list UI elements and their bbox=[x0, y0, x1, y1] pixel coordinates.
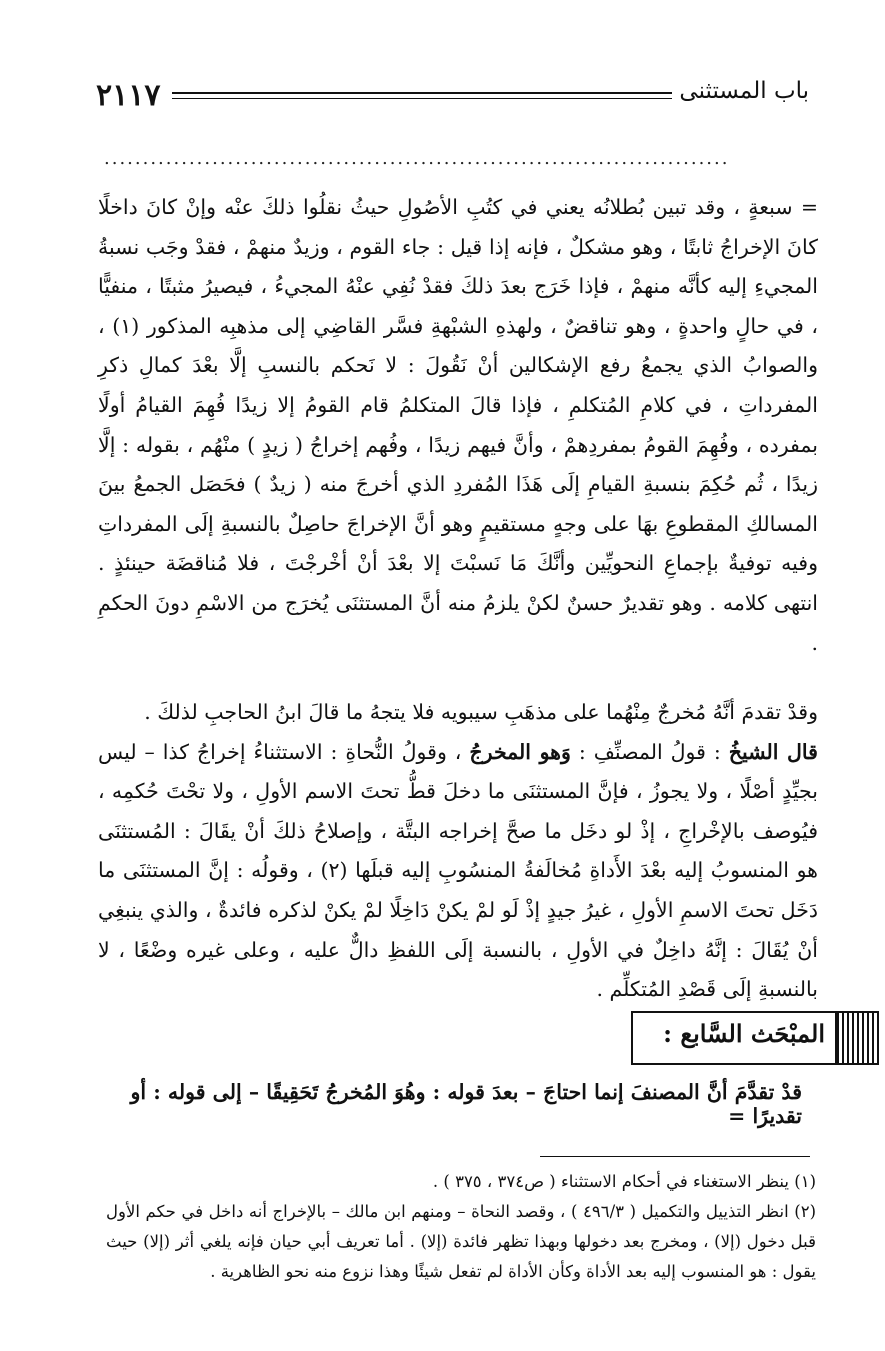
paragraph-2: وقدْ تقدمَ أنَّهُ مُخرجٌ مِنْهُما على مذهَبِ سيبويه فلا يتجهُ ما قالَ ابنُ الحاجبِ لذلكَ . bbox=[144, 700, 818, 724]
paragraph-3 bbox=[98, 733, 818, 1010]
paragraph-1: = سبعةٍ ، وقد تبين بُطلانُه يعني في كتُبِ الأصُولِ حيثُ نقلُوا ذلكَ عنْه وإنْ كانَ داخلًا كانَ الإخراجُ ثابتًا ، وهو مشكلٌ ، فإنه إذا قيل : جاء القوم ، وزيدٌ منهمْ ، فقدْ وجَب نسبةُ المجيءِ إليه كأنَّه منهمْ ، فإذا خَرَج بعدَ ذلكَ فقدْ نُفِي عنْهُ المجيءُ ، فيصيرُ مثبتًا ، منفيًّا ، في حالٍ واحدةٍ ، وهو تناقضٌ ، ولهذهِ الشبْهةِ فسَّر القاضِي إلى مذهبِه المذكور (١) ، والصوابُ الذي يجمعُ رفع الإشكالين أنْ نَقُولَ : لا نَحكم بالنسبِ إلَّا بعْدَ كمالِ ذكرِ المفرداتِ ، في كلامِ المُتكلمِ ، فإذا قالَ المتكلمُ قام القومُ إلا زيدًا فُهِمَ القيامُ أولًا بمفرده ، وفُهِمَ القومُ بمفردِهمْ ، وأنَّ فيهم زيدًا ، وفُهم إخراجُ ( زيدٍ ) منْهُم ، بقوله : إلَّا زيدًا ، ثُم حُكِمَ بنسبةِ القيامِ إلَى هَذَا المُفردِ الذي أخرجَ منه ( زيدٌ ) فحَصَل الجمعُ بينَ المسالكِ المقطوعِ بهَا على وجهٍ مستقيمٍ وهو أنَّ الإخراجَ حاصِلٌ بالنسبةِ إلَى المفرداتِ وفيه توفيةٌ بإجماعِ النحويِّين وأنَّكَ مَا نَسبْتَ إلا بعْدَ أنْ أخْرجْتَ ، فلا مُناقضَة حينئذٍ . انتهى كلامه . وهو تقديرٌ حسنٌ لكنْ يلزمُ منه أنَّ المستثنَى يُخرَج من الاسْمِ دونَ الحكمِ . bbox=[98, 195, 819, 655]
section-first-line: قدْ تقدَّمَ أنَّ المصنفَ إنما احتاجَ – بعدَ قوله : وهُوَ المُخرجُ تَحَقِيقًا – إلى قوله : أو تقديرًا = bbox=[130, 1080, 802, 1128]
section-heading-ornament bbox=[835, 1013, 877, 1063]
footnote-1: (١) ينظر الاستغناء في أحكام الاستثناء ( ص٣٧٤ ، ٣٧٥ ) . bbox=[432, 1172, 816, 1191]
page-number: ٢١١٧ bbox=[96, 78, 161, 113]
chapter-title: باب المستثنى bbox=[679, 78, 809, 104]
header-rule bbox=[172, 92, 672, 99]
dotted-separator: ................................................................................. bbox=[104, 148, 730, 169]
section-heading-title: المبْحَث السَّابع : bbox=[663, 1019, 825, 1048]
main-text-top bbox=[98, 188, 818, 663]
footnote-rule bbox=[540, 1156, 810, 1157]
page-header bbox=[96, 78, 809, 118]
main-text-middle bbox=[98, 693, 818, 1010]
section-heading-box bbox=[631, 1011, 879, 1065]
paragraph-3-part-b: ، وقولُ النُّحاةِ : الاستثناءُ إخراجُ كذا – ليس بجيِّدٍ أصْلًا ، ولا يجوزُ ، فإنَّ المستثنَى ما دخلَ قطُّ تحتَ الاسم الأولِ ، ولا تحْتَ حُكمِه ، فيُوصف بالإخْراجِ ، إذْ لو دخَل ما صحَّ إخراجه البتَّة ، وإصلاحُ ذلكَ أنْ يقَالَ : المُستثنَى هو المنسوبُ إليه بعْدَ الأَداةِ مُخالَفةُ المنسُوبِ إليه قبلَها (٢) ، وقولُه : إنَّ المستثنَى ما دَخَل تحتَ الاسمِ الأولِ ، غيرُ جيدٍ إذْ لَو لمْ يكنْ دَاخِلًا لمْ يكنْ لذكره فائدةٌ ، والذي ينبغِي أنْ يُقَالَ : إنَّهُ داخِلٌ في الأولِ ، بالنسبة إلَى اللفظِ دالٌّ عليه ، وعلى غيره وضْعًا ، لا بالنسبةِ إلَى قَصْدِ المُتكلِّم . bbox=[98, 739, 818, 1002]
speaker-label: قال الشيخُ bbox=[728, 739, 818, 764]
quoted-phrase: وَهو المخرجُ bbox=[469, 739, 571, 764]
footnotes bbox=[106, 1167, 816, 1287]
footnote-2: (٢) انظر التذييل والتكميل ( ٤٩٦/٣ ) ، وقصد النحاة – ومنهم ابن مالك – بالإخراج أنه داخل في حكم الأول قبل دخول (إلا) ، ومخرج بعد دخولها وبهذا تظهر فائدة (إلا) . أما تعريف أبي حيان فإنه يلغي أثر (إلا) حيث يقول : هو المنسوب إليه بعد الأداة وكأن الأداة لم تفعل شيئًا وهذا نزوع منه نحو الظاهرية . bbox=[106, 1202, 816, 1281]
paragraph-3-part-a: : قولُ المصنِّفِ : bbox=[578, 739, 721, 764]
